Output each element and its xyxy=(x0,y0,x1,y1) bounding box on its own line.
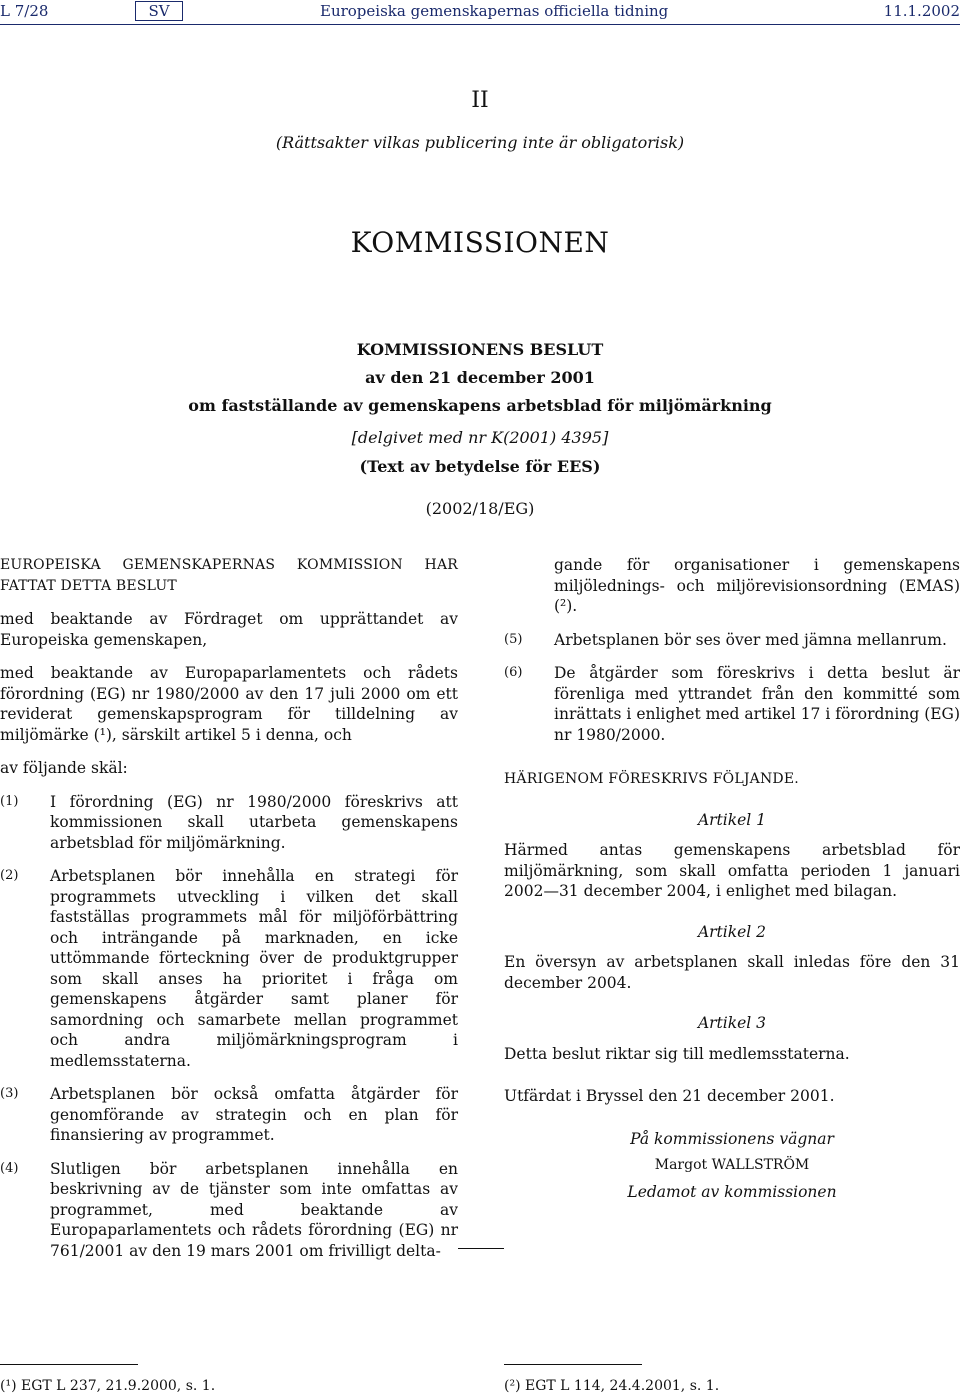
recital-text: Arbetsplanen bör också omfatta åtgärder för genomförande av strategin och en plan för finansiering av programmet. xyxy=(50,1085,458,1144)
recitals-intro: av följande skäl: xyxy=(0,759,128,777)
footnote-rule-right xyxy=(504,1364,642,1365)
recital-number: (3) xyxy=(0,1086,19,1101)
recital-item xyxy=(0,792,458,854)
notification-number: [delgivet med nr K(2001) 4395] xyxy=(351,428,609,447)
part-subtitle: (Rättsakter vilkas publicering inte är obligatorisk) xyxy=(275,133,685,152)
recital-text: Arbetsplanen bör ses över med jämna mellanrum. xyxy=(554,630,947,649)
recital-text: De åtgärder som föreskrivs i detta beslut är förenliga med yttrandet från den kommitté som inrättats i enlighet med artikel 17 i förordning (EG) nr 1980/2000. xyxy=(554,664,960,744)
enacting-clause: HÄRIGENOM FÖRESKRIVS FÖLJANDE. xyxy=(504,771,799,787)
recital-text: Slutligen bör arbetsplanen innehålla en beskrivning av de tjänster som inte omfattas av programmet, med beaktande av Europaparlamentets och rådets förordning (EG) nr 761/2001 av den 19 mars 2001 om frivilligt delta- xyxy=(50,1159,458,1260)
recital-treaty: med beaktande av Fördraget om upprättandet av Europeiska gemenskapen, xyxy=(0,610,458,649)
recital-continuation: gande för organisationer i gemenskapens miljölednings- och miljörevisionsordning (EMAS) (²). xyxy=(554,556,960,615)
preamble: EUROPEISKA GEMENSKAPERNAS KOMMISSION HAR FATTAT DETTA BESLUT xyxy=(0,557,458,594)
signatory-role: Ledamot av kommissionen xyxy=(627,1182,837,1201)
decision-subject: om fastställande av gemenskapens arbetsblad för miljömärkning xyxy=(188,396,772,415)
article-text: En översyn av arbetsplanen skall inledas före den 31 december 2004. xyxy=(504,953,960,992)
recital-number: (1) xyxy=(0,793,19,809)
institution-heading: KOMMISSIONEN xyxy=(350,226,610,259)
issue-date: 11.1.2002 xyxy=(883,2,960,20)
article-heading: Artikel 3 xyxy=(697,1014,767,1032)
recital-text: I förordning (EG) nr 1980/2000 föreskrivs att kommissionen skall utarbeta gemenskapens arbetsblad för miljömärkning. xyxy=(50,792,458,852)
article-text: Härmed antas gemenskapens arbetsblad för miljömärkning, som skall omfatta perioden 1 januari 2002—31 december 2004, i enlighet med bilagan. xyxy=(504,841,960,900)
recital-number: (2) xyxy=(0,868,19,883)
language-badge: SV xyxy=(135,1,183,21)
article-heading: Artikel 2 xyxy=(697,922,767,941)
decision-date: av den 21 december 2001 xyxy=(365,368,595,387)
recital-item xyxy=(0,1159,458,1262)
decision-title: KOMMISSIONENS BESLUT xyxy=(356,340,604,359)
done-at: Utfärdat i Bryssel den 21 december 2001. xyxy=(504,1087,835,1105)
recital-item xyxy=(0,1084,458,1146)
recital-number: (6) xyxy=(504,665,523,680)
footnote-rule-left xyxy=(0,1364,138,1365)
recital-item xyxy=(0,866,458,1071)
page-number: L 7/28 xyxy=(0,2,49,20)
recital-text: Arbetsplanen bör innehålla en strategi för programmets utveckling i vilken det skall fastställas programmets mål för miljöförbättring och inträngande på marknaden, en icke uttömmande förteckning över de produktgrupper som skall anses ha prioritet i fråga om gemenskapens åtgärder samt planer för samordning och samarbete mellan programmet och andra miljömärkningsprogram i medlemsstaterna. xyxy=(50,867,458,1070)
right-column xyxy=(504,555,960,1202)
recital-item xyxy=(504,663,960,745)
footnote-1: (¹) EGT L 237, 21.9.2000, s. 1. xyxy=(0,1378,216,1394)
footnote-2: (²) EGT L 114, 24.4.2001, s. 1. xyxy=(504,1378,720,1394)
signature-for: På kommissionens vägnar xyxy=(630,1129,834,1148)
left-column xyxy=(0,555,458,1274)
end-rule xyxy=(458,1248,504,1249)
signatory-name: Margot WALLSTRÖM xyxy=(654,1157,810,1173)
decision-reference: (2002/18/EG) xyxy=(425,499,535,518)
part-number: II xyxy=(471,88,489,113)
recital-regulation: med beaktande av Europaparlamentets och rådets förordning (EG) nr 1980/2000 av den 17 juli 2000 om ett reviderat gemenskapsprogram för tilldelning av miljömärke (¹), särskilt artikel 5 i denna, och xyxy=(0,664,458,744)
recital-number: (4) xyxy=(0,1160,19,1176)
recital-item xyxy=(504,630,960,651)
journal-title: Europeiska gemenskapernas officiella tidning xyxy=(320,2,669,20)
article-text: Detta beslut riktar sig till medlemsstaterna. xyxy=(504,1044,850,1063)
header-rule xyxy=(0,24,960,25)
eea-relevance: (Text av betydelse för EES) xyxy=(359,457,601,476)
article-heading: Artikel 1 xyxy=(697,810,767,829)
recital-number: (5) xyxy=(504,631,523,647)
